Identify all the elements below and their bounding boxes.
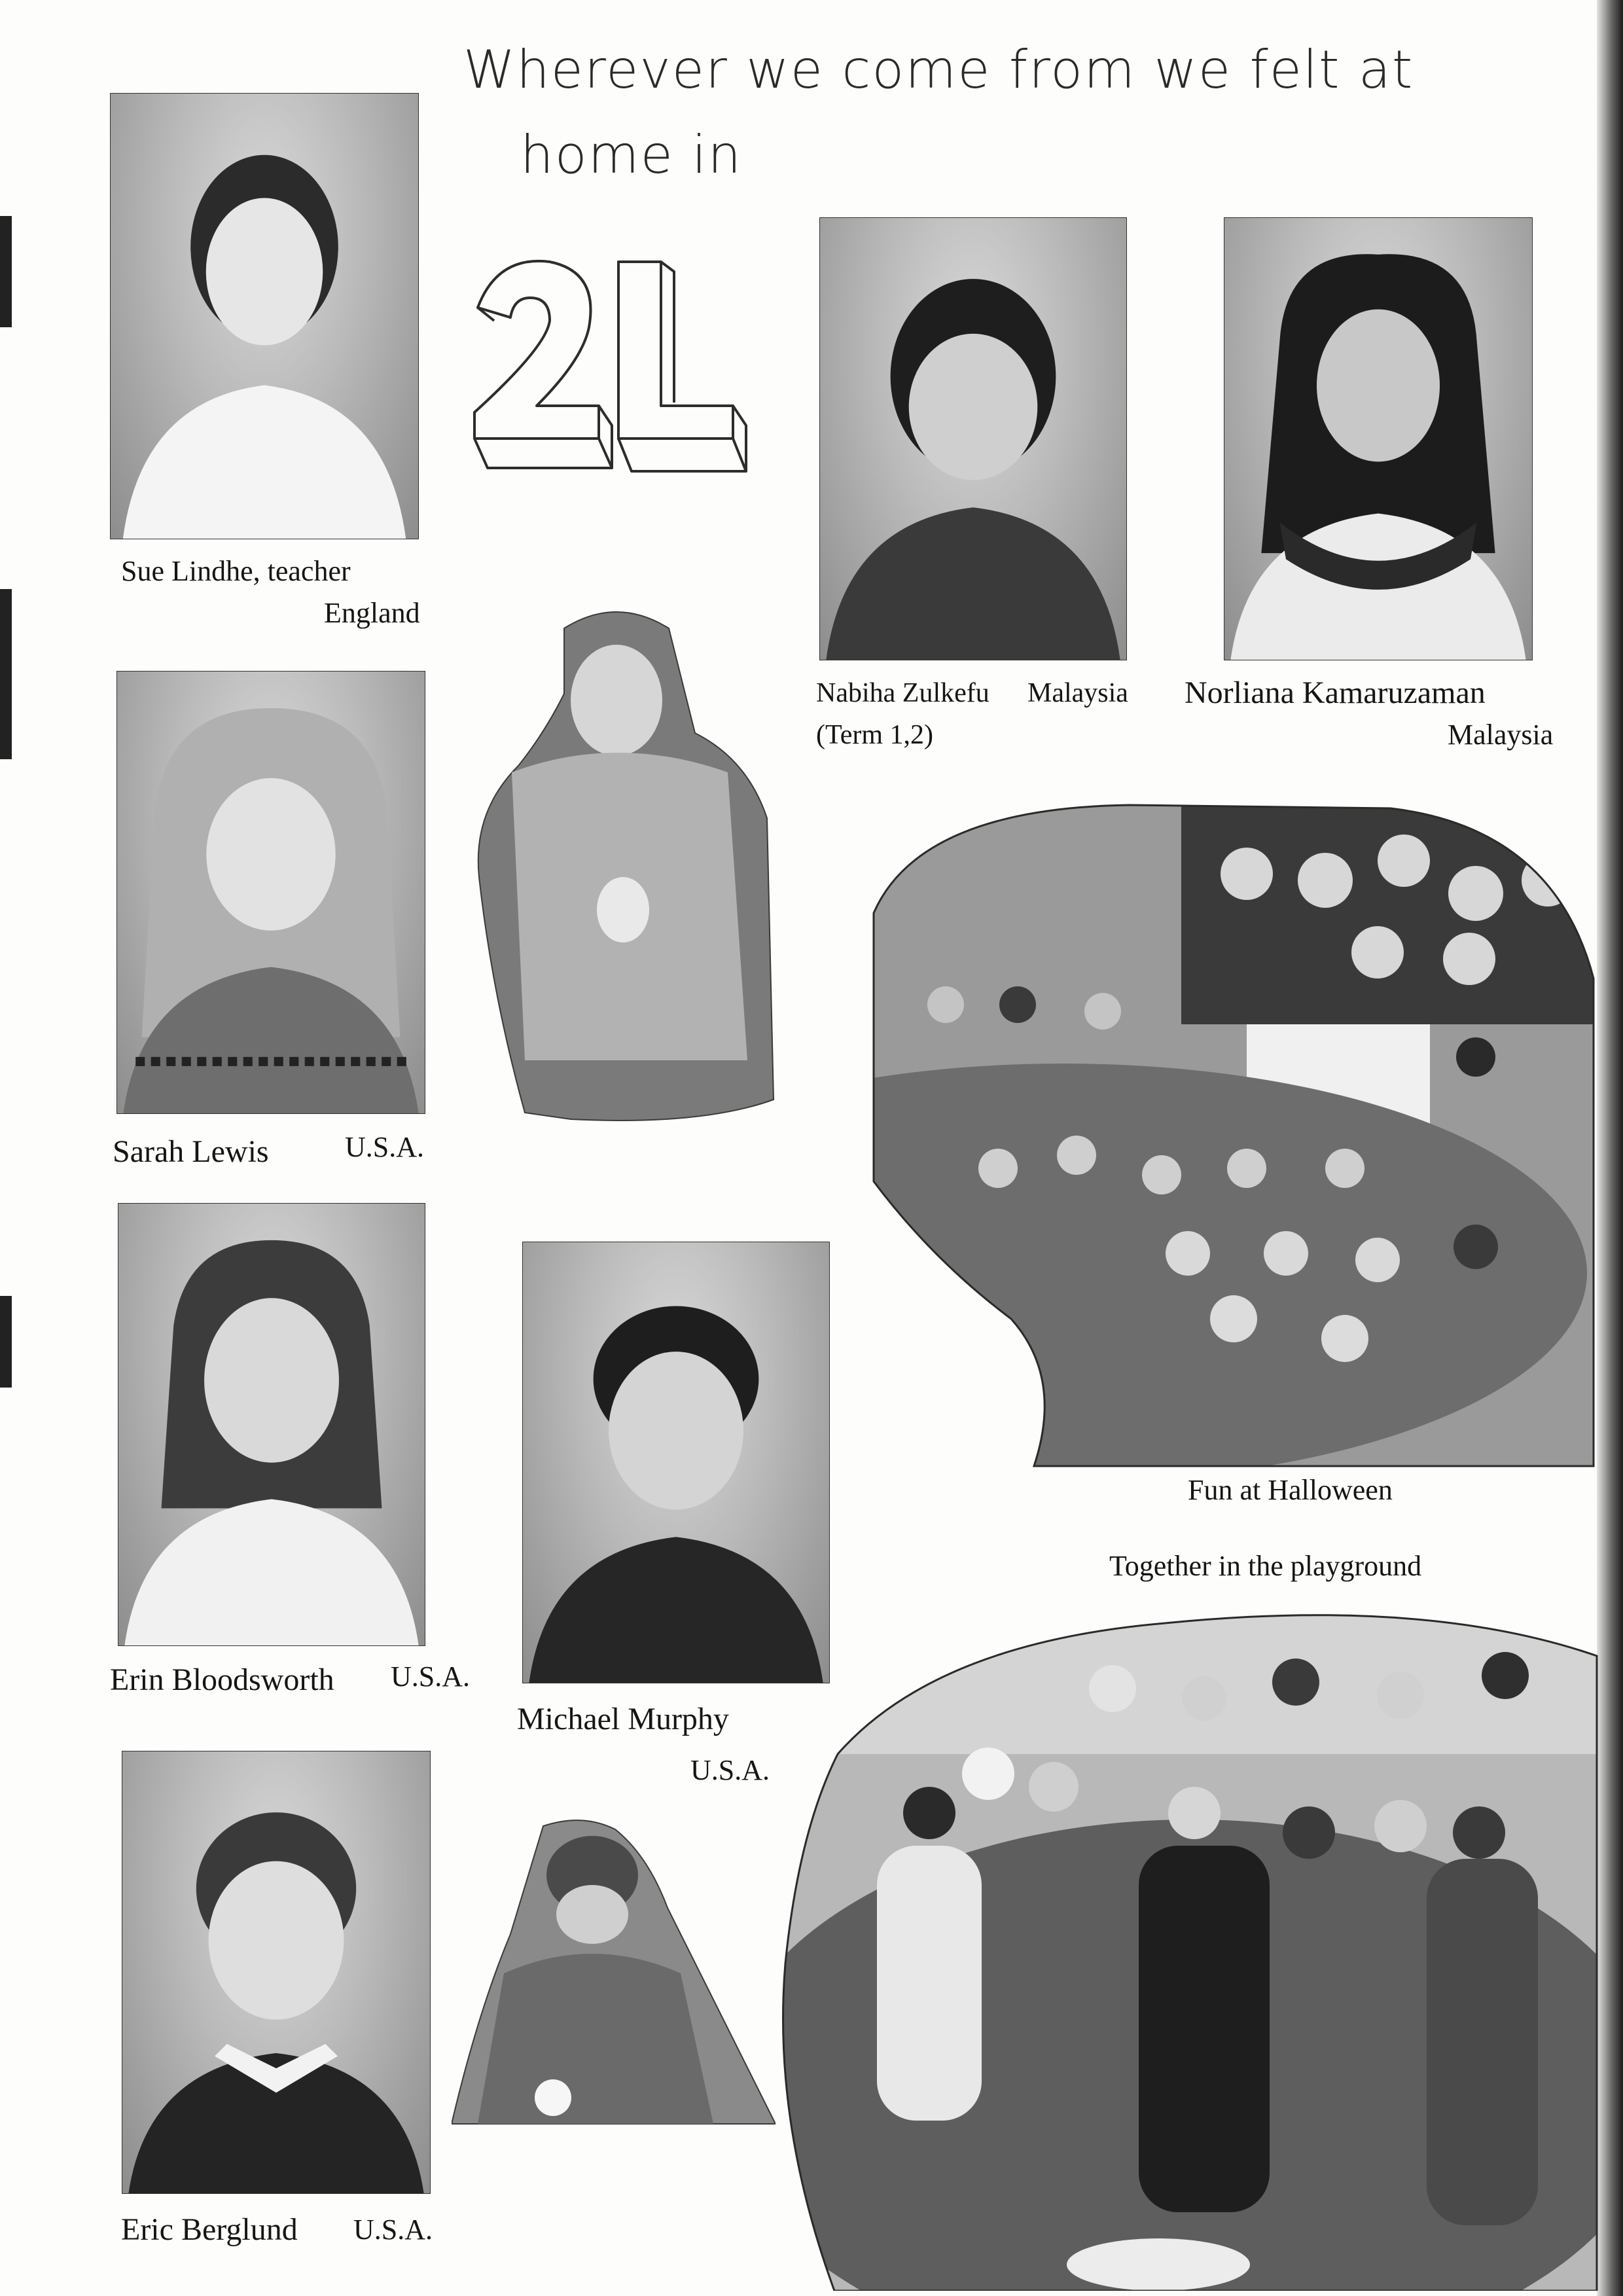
caption-sarah-lewis-country: U.S.A.: [345, 1131, 425, 1163]
portrait-photo-erin-bloodsworth: [118, 1203, 425, 1646]
caption-norliana-name: Norliana Kamaruzaman: [1185, 675, 1486, 710]
page-heading-line-1: Wherever we come from we felt at: [463, 39, 1414, 100]
portrait-photo-norliana-kamaruzaman: [1224, 217, 1533, 660]
caption-erin-country: U.S.A.: [391, 1660, 471, 1693]
portrait-photo-sue-lindhe: [110, 93, 419, 539]
page-binding: [0, 0, 14, 2296]
cutout-photo-child-in-snow: [452, 1816, 776, 2127]
caption-nabiha-note: (Term 1,2): [816, 720, 933, 750]
caption-sue-lindhe-country: England: [324, 597, 420, 629]
portrait-photo-nabiha-zulkefu: [819, 217, 1127, 660]
caption-erin-name: Erin Bloodsworth: [110, 1662, 334, 1697]
portrait-photo-eric-berglund: [122, 1751, 431, 2194]
caption-michael-country: U.S.A.: [690, 1754, 770, 1786]
page-heading-line-2: home in: [520, 124, 743, 185]
caption-nabiha-country: Malaysia: [1027, 678, 1128, 708]
group-photo-playground: [772, 1597, 1603, 2291]
caption-eric-name: Eric Berglund: [121, 2212, 298, 2247]
group-photo-halloween: [867, 802, 1597, 1469]
cutout-photo-child-in-parka: [466, 602, 780, 1126]
caption-halloween: Fun at Halloween: [1188, 1474, 1393, 1506]
class-name-logo: [458, 249, 753, 504]
caption-nabiha-name: Nabiha Zulkefu: [816, 678, 990, 708]
portrait-photo-sarah-lewis: [116, 671, 425, 1114]
caption-sue-lindhe-name: Sue Lindhe, teacher: [121, 555, 351, 587]
caption-norliana-country: Malaysia: [1448, 719, 1554, 751]
caption-sarah-lewis-name: Sarah Lewis: [113, 1134, 269, 1169]
caption-michael-name: Michael Murphy: [517, 1702, 729, 1736]
caption-eric-country: U.S.A.: [353, 2214, 433, 2246]
caption-playground: Together in the playground: [1109, 1550, 1422, 1582]
